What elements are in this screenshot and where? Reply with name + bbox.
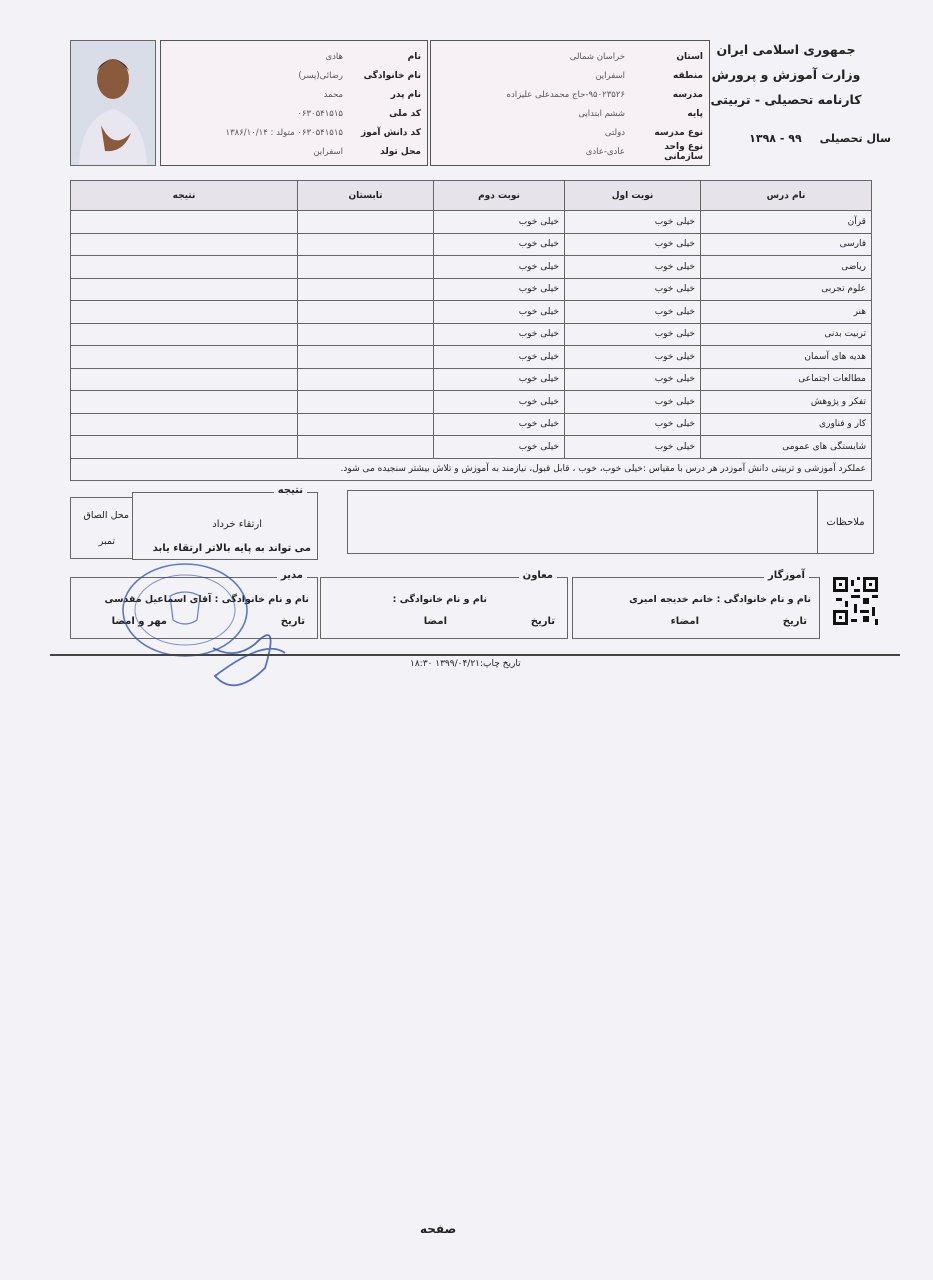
info-row-father-name: نام پدر محمد (323, 89, 421, 100)
teacher-name: نام و نام خانوادگی : خانم خدیجه امیری (629, 594, 811, 605)
principal-date-label: تاریخ (280, 616, 305, 627)
stamp-label: تمبر (98, 536, 115, 547)
performance-note-row (71, 458, 872, 481)
print-date: تاریخ چاپ:۱۳۹۹/۰۴/۲۱ ۱۸:۳۰ (410, 659, 521, 669)
teacher-legend: آموزگار (764, 570, 809, 581)
info-row-birthplace: محل تولد اسفراین (313, 146, 421, 157)
report-title: کارنامه تحصیلی - تربیتی (710, 92, 862, 107)
notes-label: ملاحظات (817, 491, 873, 553)
table-row: کار و فناوری خیلی خوب خیلی خوب (71, 413, 872, 436)
info-row-first-name: نام هادی (325, 51, 421, 62)
teacher-signature-box (572, 570, 820, 639)
deputy-signature-box (320, 570, 568, 639)
principal-signature-box (70, 570, 318, 639)
table-row: تفکر و پژوهش خیلی خوب خیلی خوب (71, 391, 872, 414)
deputy-sign-label: امضا (423, 616, 447, 627)
performance-note: عملکرد آموزشی و تربیتی دانش آموزدر هر درس با مقیاس :خیلی خوب، خوب ، قابل قبول، نیازمند به آموزش و تلاش بیشتر سنجیده می شود. (71, 458, 872, 481)
result-statement: می تواند به پایه بالاتر ارتقاء یابد (152, 543, 311, 554)
report-header (681, 42, 891, 117)
table-row: قرآن خیلی خوب خیلی خوب (71, 211, 872, 234)
info-row-national-id: کد ملی ۰۶۳۰۵۴۱۵۱۵ (297, 108, 421, 119)
academic-year (681, 132, 891, 145)
grades-table (70, 180, 872, 481)
teacher-sign-label: امضاء (670, 616, 699, 627)
col-term2: نوبت دوم (434, 181, 565, 211)
principal-name: نام و نام خانوادگی : آقای اسماعیل مقدسی (104, 594, 309, 605)
table-row: هدیه های آسمان خیلی خوب خیلی خوب (71, 346, 872, 369)
table-row: ریاضی خیلی خوب خیلی خوب (71, 256, 872, 279)
info-row-grade: پایه ششم ابتدایی (578, 108, 703, 119)
notes-box (347, 490, 874, 554)
divider (50, 654, 900, 656)
country-title: جمهوری اسلامی ایران (716, 42, 856, 57)
school-info-box (430, 40, 710, 166)
info-row-school-type: نوع مدرسه دولتی (604, 127, 703, 138)
notes-value (348, 491, 817, 553)
grades-header-row (71, 181, 872, 211)
principal-legend: مدیر (277, 570, 307, 581)
result-promotion: ارتقاء خرداد (212, 519, 262, 530)
col-summer: تابستان (298, 181, 434, 211)
table-row: علوم تجربی خیلی خوب خیلی خوب (71, 278, 872, 301)
table-row: شایستگی های عمومی خیلی خوب خیلی خوب (71, 436, 872, 459)
table-row: فارسی خیلی خوب خیلی خوب (71, 233, 872, 256)
info-row-last-name: نام خانوادگی رضائی(پسر) (298, 70, 421, 81)
col-term1: نوبت اول (565, 181, 701, 211)
year-label: سال تحصیلی (819, 132, 891, 145)
qr-code-icon (833, 577, 878, 625)
deputy-legend: معاون (519, 570, 557, 581)
deputy-name: نام و نام خانوادگی : (392, 594, 487, 605)
stamp-area-label: محل الصاق (83, 510, 129, 521)
col-subject: نام درس (701, 181, 872, 211)
info-row-region: منطقه اسفراین (595, 70, 703, 81)
col-result: نتیجه (71, 181, 298, 211)
student-photo (70, 40, 156, 166)
page-label: صفحه (420, 1222, 457, 1236)
info-row-province: استان خراسان شمالی (569, 51, 703, 62)
result-legend: نتیجه (274, 485, 307, 496)
result-box (132, 485, 318, 560)
principal-sign-label: مهر و امضا (111, 616, 167, 627)
table-row: مطالعات اجتماعی خیلی خوب خیلی خوب (71, 368, 872, 391)
year-value: ۹۹ - ۱۳۹۸ (749, 132, 802, 145)
table-row: هنر خیلی خوب خیلی خوب (71, 301, 872, 324)
info-row-school: مدرسه ۹۵۰۲۳۵۲۶-حاج محمدعلی علیزاده (506, 89, 703, 100)
table-row: تربیت بدنی خیلی خوب خیلی خوب (71, 323, 872, 346)
student-info-box (160, 40, 428, 166)
stamp-area (70, 497, 133, 559)
ministry-title: وزارت آموزش و پرورش (711, 67, 861, 82)
deputy-date-label: تاریخ (530, 616, 555, 627)
info-row-unit-type: نوع واحد سازمانی عادی-عادی (585, 141, 703, 162)
teacher-date-label: تاریخ (782, 616, 807, 627)
info-row-student-code: کد دانش آموز ۰۶۳۰۵۴۱۵۱۵ متولد : ۱۳۸۶/۱۰/۱۴ (225, 127, 421, 138)
